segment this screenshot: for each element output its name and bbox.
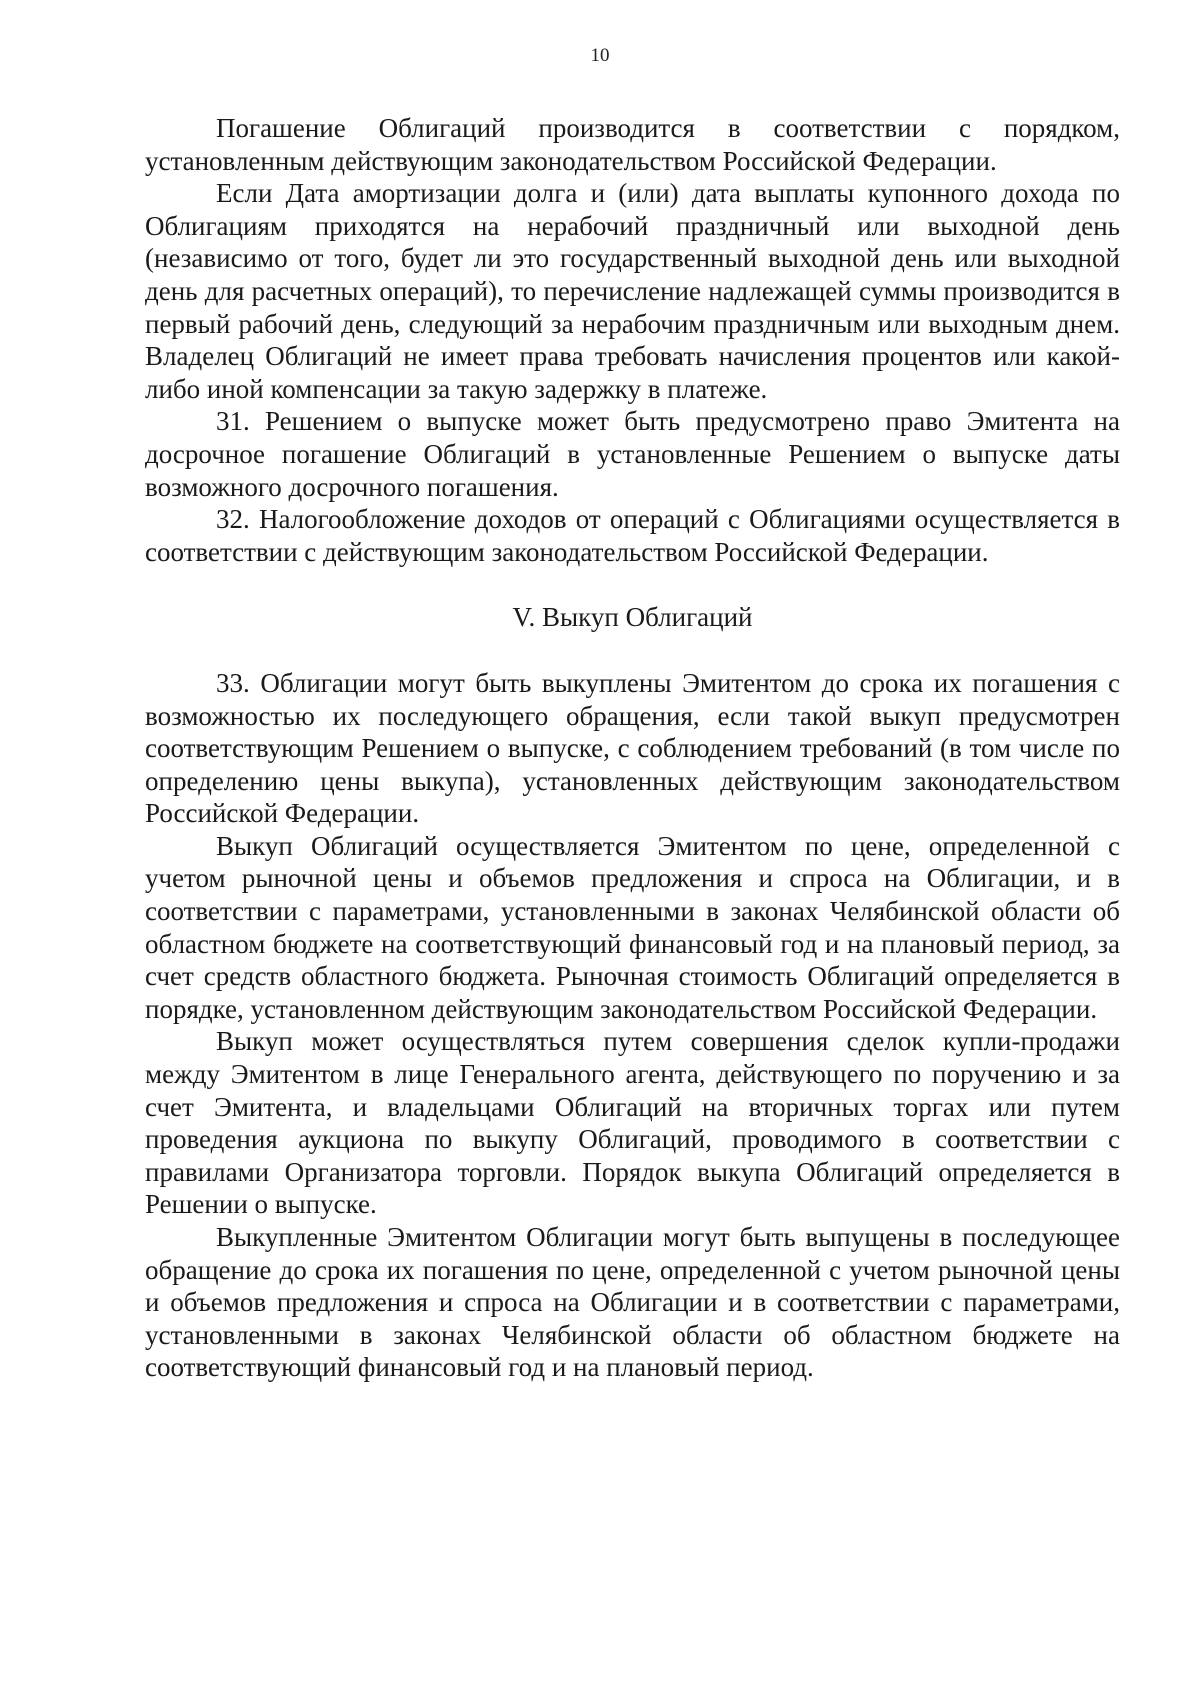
paragraph-31-early-repayment: 31. Решением о выпуске может быть предусмотрено право Эмитента на досрочное погашение Облигаций в установленные Решением о выпуске даты возможного досрочного погашения. <box>145 406 1120 502</box>
paragraph-holiday-payment: Если Дата амортизации долга и (или) дата выплаты купонного дохода по Облигациям приходятся на нерабочий праздничный или выходной день (независимо от того, будет ли это государственный выходной день или выходной день для расчетных операций), то перечисление надлежащей суммы производится в первый рабочий день, следующий за нерабочим праздничным или выходным днем. Владелец Облигаций не имеет права требовать начисления процентов или какой-либо иной компенсации за такую задержку в платеже. <box>145 178 1120 404</box>
paragraph-buyback-method: Выкуп может осуществляться путем совершения сделок купли-продажи между Эмитентом в лице Генерального агента, действующего по поручению и за счет Эмитента, и владельцами Облигаций на вторичных торгах или путем проведения аукциона по выкупу Облигаций, проводимого в соответствии с правилами Организатора торговли. Порядок выкупа Облигаций определяется в Решении о выпуске. <box>145 1026 1120 1220</box>
paragraph-32-taxation: 32. Налогообложение доходов от операций с Облигациями осуществляется в соответствии с действующим законодательством Российской Федерации. <box>145 504 1120 567</box>
document-body <box>145 112 1120 1384</box>
paragraph-buyback-price: Выкуп Облигаций осуществляется Эмитентом по цене, определенной с учетом рыночной цены и объемов предложения и спроса на Облигации, и в соответствии с параметрами, установленными в законах Челябинской области об областном бюджете на соответствующий финансовый год и на плановый период, за счет средств областного бюджета. Рыночная стоимость Облигаций определяется в порядке, установленном действующим законодательством Российской Федерации. <box>145 830 1120 1024</box>
paragraph-reissue: Выкупленные Эмитентом Облигации могут быть выпущены в последующее обращение до срока их погашения по цене, определенной с учетом рыночной цены и объемов предложения и спроса на Облигации и в соответствии с параметрами, установленными в законах Челябинской области об областном бюджете на соответствующий финансовый год и на плановый период. <box>145 1222 1120 1383</box>
paragraph-repayment-procedure: Погашение Облигаций производится в соответствии с порядком, установленным действующим законодательством Российской Федерации. <box>145 113 1120 176</box>
paragraph-33-buyback: 33. Облигации могут быть выкуплены Эмитентом до срока их погашения с возможностью их последующего обращения, если такой выкуп предусмотрен соответствующим Решением о выпуске, с соблюдением требований (в том числе по определению цены выкупа), установленных действующим законодательством Российской Федерации. <box>145 667 1120 829</box>
page-number: 10 <box>590 45 610 66</box>
section-heading: V. Выкуп Облигаций <box>512 602 753 633</box>
